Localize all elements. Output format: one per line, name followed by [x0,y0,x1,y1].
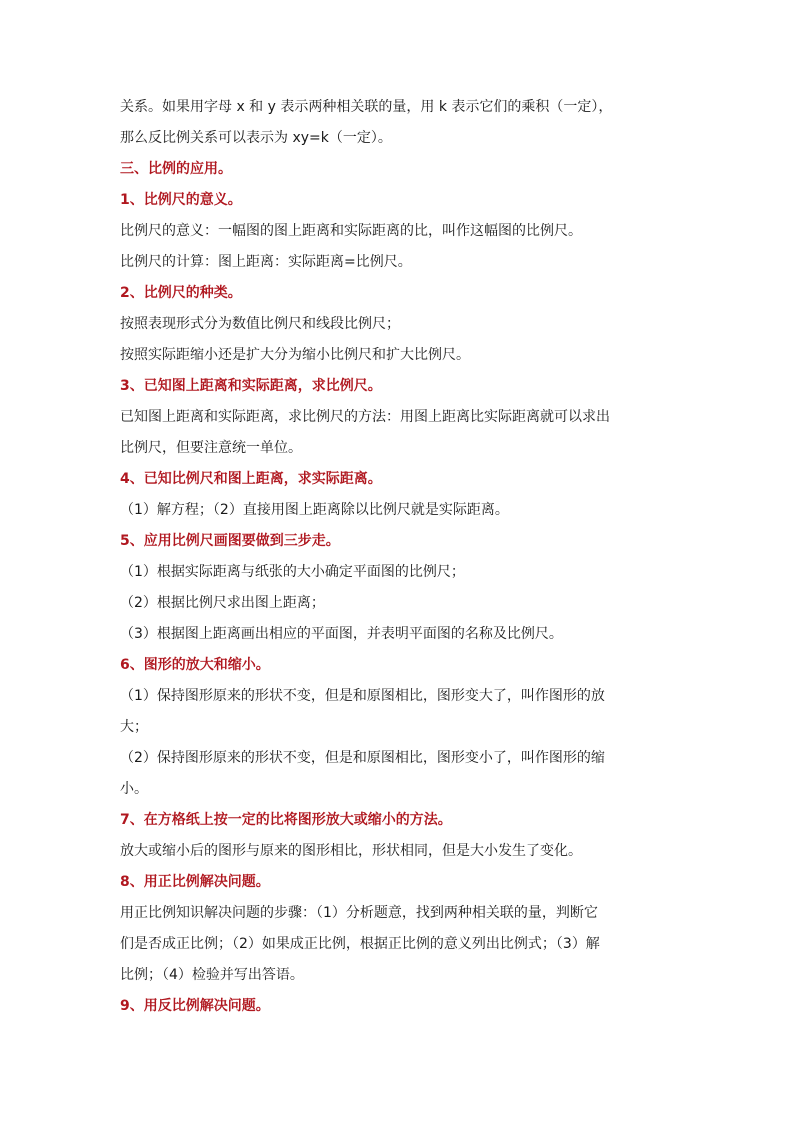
section-heading: 1、比例尺的意义。 [120,192,242,208]
section-heading: 5、应用比例尺画图要做到三步走。 [120,533,340,549]
section-heading: 8、用正比例解决问题。 [120,874,270,890]
text-line: 比例尺的意义：一幅图的图上距离和实际距离的比，叫作这幅图的比例尺。 [120,223,582,239]
text-line: 大； [120,719,148,735]
text-line: 比例尺，但要注意统一单位。 [120,440,302,456]
text-line: 关系。如果用字母 x 和 y 表示两种相关联的量，用 k 表示它们的乘积（一定）， [120,99,613,115]
section-heading: 3、已知图上距离和实际距离，求比例尺。 [120,378,382,394]
text-line: 们是否成正比例；（2）如果成正比例，根据正比例的意义列出比例式；（3）解 [120,936,600,952]
text-line: 按照实际距缩小还是扩大分为缩小比例尺和扩大比例尺。 [120,347,470,363]
text-line: （1）保持图形原来的形状不变，但是和原图相比，图形变大了，叫作图形的放 [120,688,605,704]
section-heading: 2、比例尺的种类。 [120,285,242,301]
text-line: 已知图上距离和实际距离，求比例尺的方法：用图上距离比实际距离就可以求出 [120,409,610,425]
section-heading: 6、图形的放大和缩小。 [120,657,270,673]
text-line: 比例尺的计算：图上距离：实际距离=比例尺。 [120,254,412,270]
section-heading: 9、用反比例解决问题。 [120,998,270,1014]
text-line: 小。 [120,781,148,797]
text-line: （1）根据实际距离与纸张的大小确定平面图的比例尺； [120,564,465,580]
text-line: 比例；（4）检验并写出答语。 [120,967,304,983]
section-heading: 7、在方格纸上按一定的比将图形放大或缩小的方法。 [120,812,452,828]
section-heading: 三、比例的应用。 [120,161,232,177]
text-line: 放大或缩小后的图形与原来的图形相比，形状相同，但是大小发生了变化。 [120,843,582,859]
text-line: 用正比例知识解决问题的步骤：（1）分析题意，找到两种相关联的量，判断它 [120,905,598,921]
text-line: （3）根据图上距离画出相应的平面图，并表明平面图的名称及比例尺。 [120,626,563,642]
text-line: （1）解方程；（2）直接用图上距离除以比例尺就是实际距离。 [120,502,509,518]
text-line: （2）保持图形原来的形状不变，但是和原图相比，图形变小了，叫作图形的缩 [120,750,605,766]
text-line: 那么反比例关系可以表示为 xy=k（一定）。 [120,130,392,146]
text-line: （2）根据比例尺求出图上距离； [120,595,325,611]
section-heading: 4、已知比例尺和图上距离，求实际距离。 [120,471,382,487]
document-body [120,92,680,1022]
text-line: 按照表现形式分为数值比例尺和线段比例尺； [120,316,400,332]
